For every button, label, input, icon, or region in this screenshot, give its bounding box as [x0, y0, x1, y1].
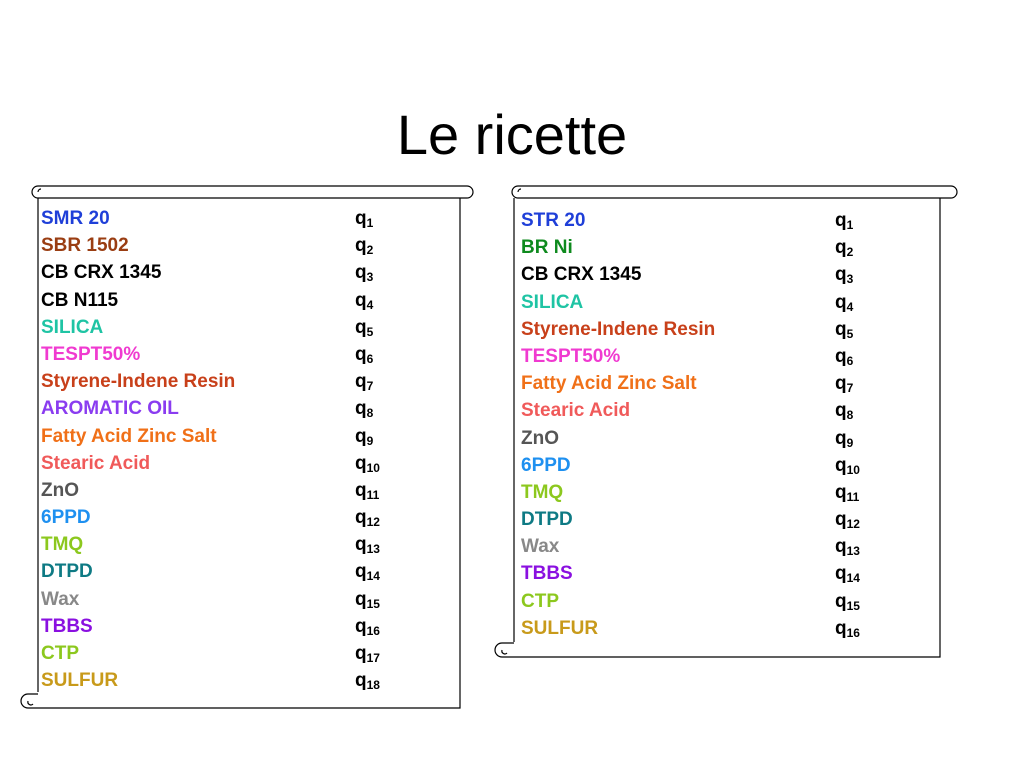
quantity-symbol: q [835, 264, 847, 286]
ingredient-name: ZnO [41, 479, 79, 501]
quantity-index: 18 [366, 678, 380, 693]
quantity-index: 4 [366, 297, 374, 312]
quantity-label [355, 232, 373, 261]
quantity-index: 15 [366, 596, 380, 611]
quantity-symbol: q [835, 291, 847, 313]
quantity-symbol: q [355, 452, 367, 474]
quantity-index: 3 [846, 272, 854, 287]
quantity-label [355, 287, 373, 316]
ingredient-name: SMR 20 [41, 208, 110, 229]
quantity-symbol: q [835, 373, 847, 395]
ingredient-row [41, 531, 441, 558]
ingredient-name: SULFUR [41, 670, 119, 692]
quantity-index: 7 [366, 379, 374, 394]
ingredient-name: SBR 1502 [41, 235, 129, 257]
quantity-symbol: q [835, 237, 847, 259]
quantity-label [355, 395, 373, 424]
ingredient-row [41, 450, 441, 477]
ingredient-name: Wax [521, 536, 560, 558]
quantity-label [355, 531, 380, 560]
quantity-label [355, 504, 380, 533]
quantity-label [835, 506, 860, 535]
ingredient-row [521, 289, 921, 316]
quantity-label [835, 397, 853, 426]
ingredient-name: Styrene-Indene Resin [41, 371, 236, 393]
ingredient-name: CB CRX 1345 [521, 264, 642, 286]
ingredient-row [521, 615, 921, 642]
ingredient-name: CB CRX 1345 [41, 262, 162, 284]
ingredient-row [521, 588, 921, 615]
recipe-list-right [521, 207, 921, 642]
quantity-label [355, 613, 380, 642]
quantity-symbol: q [355, 507, 367, 529]
quantity-symbol: q [355, 479, 367, 501]
ingredient-name: SILICA [521, 291, 584, 313]
quantity-label [835, 316, 853, 345]
ingredient-name: TMQ [41, 534, 84, 556]
ingredient-name: TESPT50% [41, 343, 141, 365]
ingredient-row [521, 425, 921, 452]
ingredient-row [521, 479, 921, 506]
ingredient-row [41, 423, 441, 450]
ingredient-name: 6PPD [521, 454, 571, 476]
quantity-label [355, 314, 373, 343]
quantity-label [355, 205, 373, 234]
ingredient-row [521, 506, 921, 533]
quantity-symbol: q [835, 400, 847, 422]
ingredient-name: CTP [521, 590, 559, 612]
ingredient-name: TMQ [521, 481, 564, 503]
quantity-index: 1 [366, 216, 374, 230]
quantity-label [835, 560, 860, 589]
ingredient-row [41, 504, 441, 531]
quantity-label [835, 425, 853, 454]
ingredient-row [41, 558, 441, 585]
quantity-index: 3 [366, 270, 374, 285]
quantity-label [355, 586, 380, 615]
ingredient-name: Wax [41, 588, 80, 610]
ingredient-name: CB N115 [41, 289, 119, 311]
ingredient-row [41, 259, 441, 286]
quantity-label [835, 533, 860, 562]
quantity-symbol: q [355, 643, 367, 664]
quantity-symbol: q [835, 454, 847, 476]
quantity-symbol: q [355, 425, 367, 447]
quantity-symbol: q [355, 343, 367, 365]
quantity-symbol: q [835, 590, 847, 612]
quantity-symbol: q [835, 536, 847, 558]
ingredient-row [41, 613, 441, 640]
quantity-index: 11 [366, 487, 380, 502]
quantity-symbol: q [835, 427, 847, 449]
ingredient-name: STR 20 [521, 210, 586, 231]
ingredient-row [521, 207, 921, 234]
ingredient-name: TBBS [41, 615, 93, 637]
ingredient-row [521, 452, 921, 479]
ingredient-name: Fatty Acid Zinc Salt [521, 373, 697, 395]
quantity-symbol: q [355, 534, 367, 556]
quantity-symbol: q [835, 481, 847, 503]
quantity-index: 9 [366, 433, 374, 448]
ingredient-name: Stearic Acid [521, 400, 631, 422]
quantity-index: 13 [846, 544, 860, 559]
quantity-symbol: q [835, 210, 847, 231]
quantity-label [835, 289, 853, 318]
ingredient-row [521, 533, 921, 560]
ingredient-name: DTPD [41, 561, 93, 583]
quantity-symbol: q [355, 371, 367, 393]
quantity-index: 2 [366, 243, 374, 258]
ingredient-name: TBBS [521, 563, 573, 585]
ingredient-name: CTP [41, 643, 79, 664]
quantity-symbol: q [835, 318, 847, 340]
quantity-label [835, 615, 860, 644]
quantity-index: 8 [846, 408, 854, 423]
ingredient-name: AROMATIC OIL [41, 398, 179, 420]
quantity-symbol: q [355, 289, 367, 311]
quantity-label [835, 479, 859, 508]
quantity-index: 16 [366, 623, 380, 638]
quantity-index: 6 [366, 351, 374, 366]
ingredient-row [41, 287, 441, 314]
ingredient-row [521, 234, 921, 261]
ingredient-row [41, 640, 441, 667]
ingredient-name: Styrene-Indene Resin [521, 318, 716, 340]
ingredient-row [521, 343, 921, 370]
quantity-label [355, 667, 380, 696]
quantity-label [835, 343, 853, 372]
quantity-symbol: q [835, 563, 847, 585]
ingredient-name: SULFUR [521, 617, 599, 639]
ingredient-name: Fatty Acid Zinc Salt [41, 425, 217, 447]
quantity-label [355, 423, 373, 452]
quantity-index: 12 [846, 517, 860, 532]
quantity-symbol: q [835, 509, 847, 531]
quantity-symbol: q [355, 561, 367, 583]
quantity-symbol: q [355, 398, 367, 420]
quantity-label [355, 450, 380, 479]
ingredient-name: 6PPD [41, 507, 91, 529]
quantity-index: 6 [846, 353, 854, 368]
slide-title: Le ricette [396, 103, 628, 166]
ingredient-row [41, 341, 441, 368]
ingredient-row [521, 397, 921, 424]
ingredient-row [41, 368, 441, 395]
quantity-label [355, 477, 379, 506]
quantity-index: 14 [366, 569, 380, 584]
quantity-label [835, 452, 860, 481]
ingredient-row [41, 395, 441, 422]
quantity-index: 10 [846, 462, 860, 477]
quantity-index: 10 [366, 460, 380, 475]
quantity-symbol: q [355, 208, 367, 229]
ingredient-row [41, 232, 441, 259]
quantity-label [355, 341, 373, 370]
ingredient-name: DTPD [521, 509, 573, 531]
quantity-index: 15 [846, 598, 860, 613]
quantity-symbol: q [355, 670, 367, 692]
quantity-index: 16 [846, 625, 860, 640]
ingredient-row [521, 261, 921, 288]
quantity-label [355, 640, 380, 669]
quantity-symbol: q [355, 235, 367, 257]
quantity-index: 9 [846, 435, 854, 450]
quantity-label [835, 370, 853, 399]
quantity-symbol: q [355, 262, 367, 284]
quantity-label [355, 259, 373, 288]
ingredient-name: BR Ni [521, 237, 573, 259]
ingredient-name: SILICA [41, 316, 104, 338]
quantity-label [835, 261, 853, 290]
ingredient-name: TESPT50% [521, 345, 621, 367]
recipe-list-left [41, 205, 441, 694]
quantity-index: 17 [366, 651, 380, 665]
quantity-label [355, 368, 373, 397]
quantity-label [835, 207, 853, 236]
quantity-index: 12 [366, 515, 380, 530]
quantity-symbol: q [355, 615, 367, 637]
quantity-symbol: q [355, 316, 367, 338]
quantity-symbol: q [835, 345, 847, 367]
ingredient-name: Stearic Acid [41, 452, 151, 474]
quantity-symbol: q [355, 588, 367, 610]
ingredient-row [41, 314, 441, 341]
quantity-index: 5 [846, 326, 854, 341]
quantity-index: 8 [366, 406, 374, 421]
quantity-index: 5 [366, 324, 374, 339]
ingredient-row [41, 586, 441, 613]
ingredient-row [41, 667, 441, 694]
quantity-label [355, 558, 380, 587]
ingredient-row [41, 477, 441, 504]
quantity-index: 2 [846, 245, 854, 260]
ingredient-row [521, 370, 921, 397]
quantity-index: 14 [846, 571, 860, 586]
ingredient-name: ZnO [521, 427, 559, 449]
ingredient-row [41, 205, 441, 232]
quantity-label [835, 234, 853, 263]
quantity-index: 4 [846, 299, 854, 314]
quantity-index: 11 [846, 489, 860, 504]
quantity-label [835, 588, 860, 617]
quantity-symbol: q [835, 617, 847, 639]
quantity-index: 7 [846, 381, 854, 396]
ingredient-row [521, 316, 921, 343]
ingredient-row [521, 560, 921, 587]
quantity-index: 1 [846, 218, 854, 232]
quantity-index: 13 [366, 542, 380, 557]
